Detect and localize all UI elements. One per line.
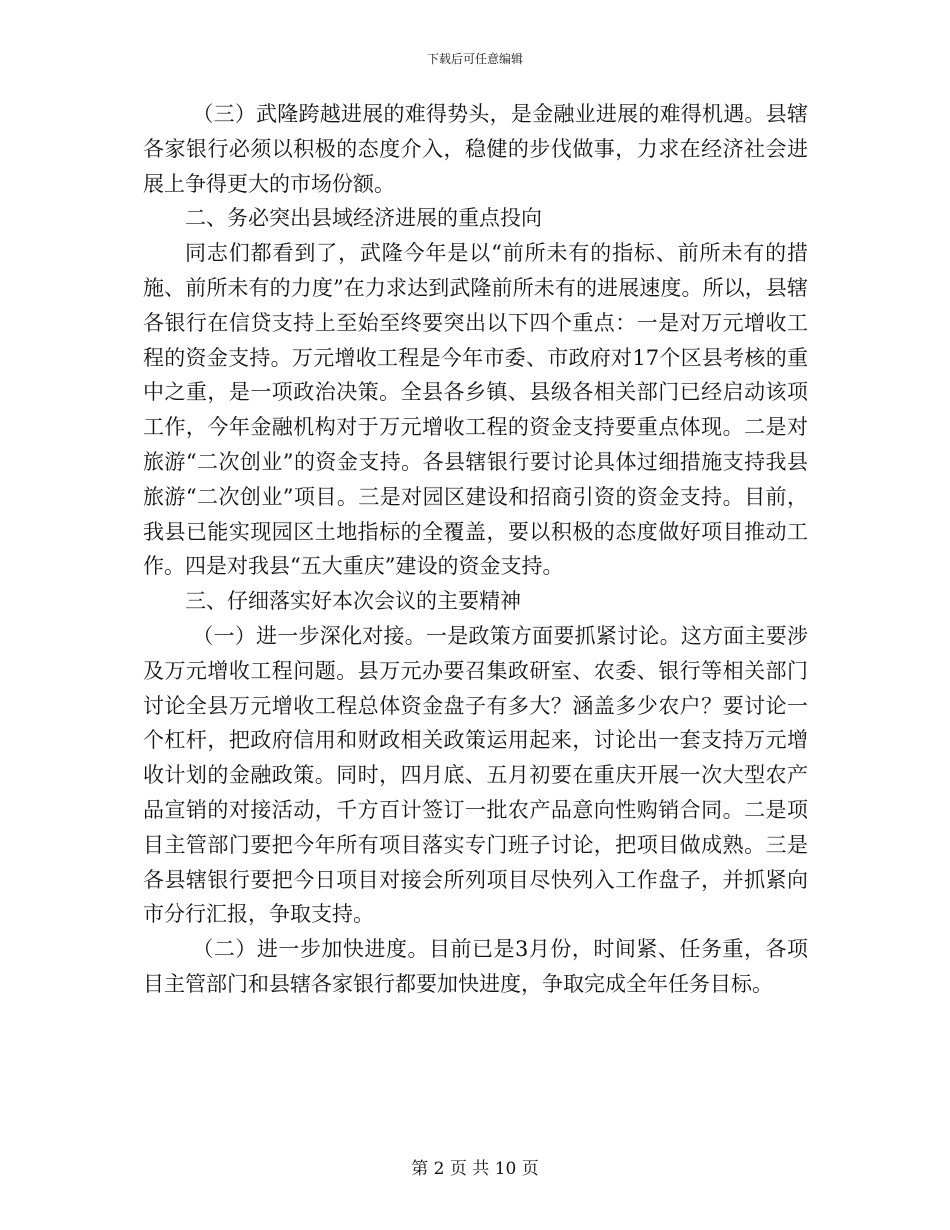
paragraph-section-2-body: 同志们都看到了，武隆今年是以“前所未有的指标、前所未有的措施、前所未有的力度”在力求达到武隆前所未有的进展速度。所以，县辖各银行在信贷支持上至始至终要突出以下四个重点：一是对万元增收工程的资金支持。万元增收工程是今年市委、市政府对17个区县考核的重中之重，是一项政治决策。全县各乡镇、县级各相关部门已经启动该项工作，今年金融机构对于万元增收工程的资金支持要重点体现。二是对旅游“二次创业”的资金支持。各县辖银行要讨论具体过细措施支持我县旅游“二次创业”项目。三是对园区建设和招商引资的资金支持。目前，我县已能实现园区土地指标的全覆盖，要以积极的态度做好项目推动工作。四是对我县“五大重庆”建设的资金支持。 [143,241,808,579]
page-header: 下载后可任意编辑 [426,52,523,66]
footer-prefix: 第 [411,1159,429,1179]
paragraph-section-3-2: （二）进一步加快进度。目前已是3月份，时间紧、任务重，各项目主管部门和县辖各家银行都要加快进度，争取完成全年任务目标。 [143,937,808,996]
paragraph-section-1-3: （三）武隆跨越进展的难得势头，是金融业进展的难得机遇。县辖各家银行必须以积极的态度介入，稳健的步伐做事，力求在经济社会进展上争得更大的市场份额。 [143,102,808,196]
footer-page-number: 2 [433,1159,445,1179]
page-footer [0,1154,950,1179]
heading-section-2: 二、务必突出县域经济进展的重点投向 [185,206,542,231]
footer-middle: 页 共 [449,1159,490,1179]
document-body [143,97,808,1002]
footer-suffix: 页 [521,1159,539,1179]
footer-total-pages: 10 [494,1159,517,1179]
paragraph-section-3-1: （一）进一步深化对接。一是政策方面要抓紧讨论。这方面主要涉及万元增收工程问题。县万元办要召集政研室、农委、银行等相关部门讨论全县万元增收工程总体资金盘子有多大？涵盖多少农户？要讨论一个杠杆，把政府信用和财政相关政策运用起来，讨论出一套支持万元增收计划的金融政策。同时，四月底、五月初要在重庆开展一次大型农产品宣销的对接活动，千方百计签订一批农产品意向性购销合同。二是项目主管部门要把今年所有项目落实专门班子讨论，把项目做成熟。三是各县辖银行要把今日项目对接会所列项目尽快列入工作盘子，并抓紧向市分行汇报，争取支持。 [143,623,808,927]
heading-section-3: 三、仔细落实好本次会议的主要精神 [185,589,521,614]
